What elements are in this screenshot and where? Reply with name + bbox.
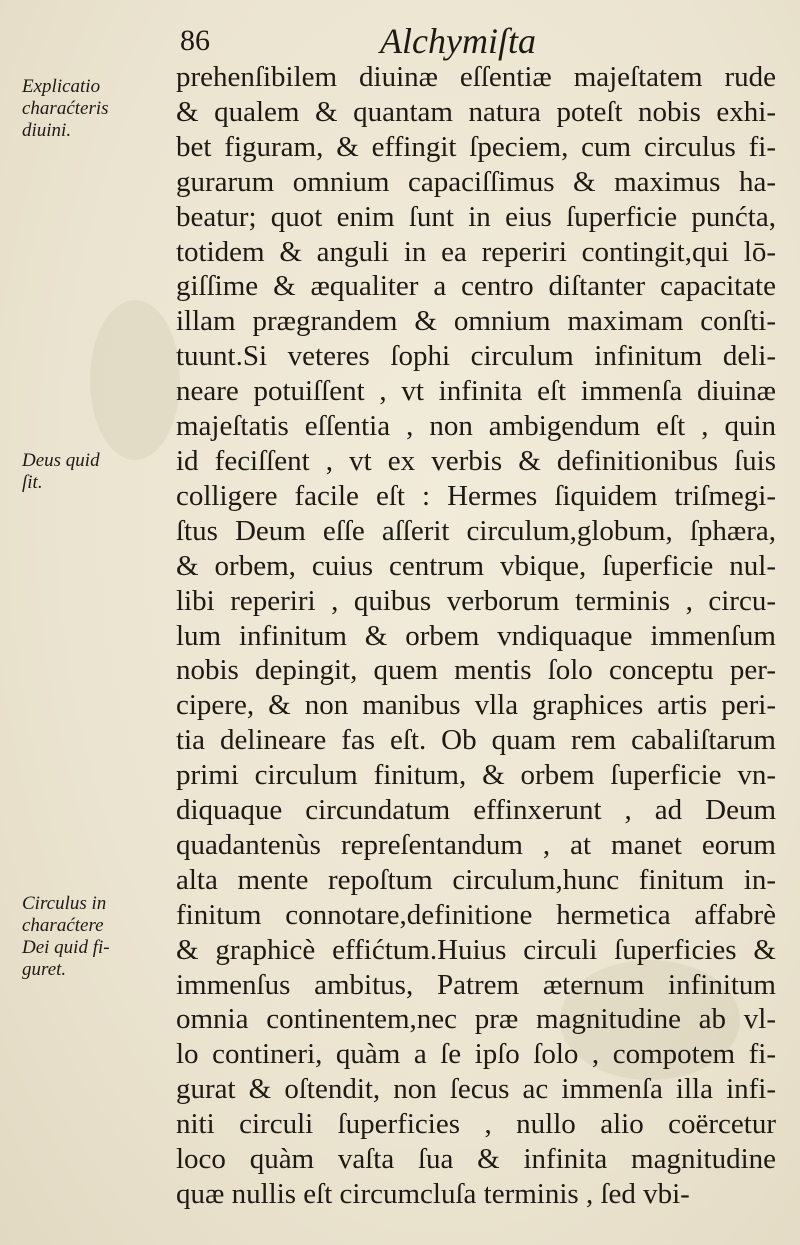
text-line: gurarum omnium capaciſſimus & maximus ha- [176, 165, 776, 198]
text-line: id feciſſent , vt ex verbis & definitionibus ſuis [176, 444, 776, 477]
margin-note-deus [22, 450, 172, 494]
text-line: immenſus ambitus, Patrem æternum infinitum [176, 968, 776, 1001]
page-header [0, 20, 800, 64]
page-number: 86 [180, 24, 210, 57]
margin-note-explicatio [22, 76, 172, 142]
margin-note-line: guret. [22, 959, 67, 980]
text-line: loco quàm vaſta ſua & infinita magnitudine [176, 1143, 776, 1176]
text-line: quæ nullis eſt circumcluſa terminis , ſed vbi- [176, 1178, 690, 1210]
margin-note-line: Deus quid [22, 450, 100, 471]
text-line: tia delineare fas eſt. Ob quam rem cabaliſtarum [176, 724, 776, 757]
margin-note-line: Circulus in [22, 893, 107, 914]
text-line: prehenſibilem diuinæ eſſentiæ majeſtatem rude [176, 61, 776, 93]
text-line: & qualem & quantam natura poteſt nobis exhi- [176, 95, 776, 128]
margin-note-line: Explicatio [22, 76, 101, 97]
text-line: libi reperiri , quibus verborum terminis , circu- [176, 584, 776, 617]
page-stain [90, 300, 180, 460]
text-line: giſſime & æqualiter a centro diſtanter capacitate [176, 270, 776, 303]
text-line: gurat & oſtendit, non ſecus ac immenſa illa infi- [176, 1073, 776, 1106]
running-title: Alchymiſta [380, 21, 536, 61]
margin-note-line: ſit. [22, 472, 43, 493]
text-line: neare potuiſſent , vt infinita eſt immenſa diuinæ [176, 375, 776, 408]
text-line: diquaque circundatum effinxerunt , ad Deum [176, 794, 776, 827]
text-line: lum infinitum & orbem vndiquaque immenſum [176, 619, 776, 652]
margin-note-line: Dei quid fi- [22, 937, 110, 958]
text-line: beatur; quot enim ſunt in eius ſuperficie punćta, [176, 200, 776, 233]
text-line: tuunt.Si veteres ſophi circulum infinitum deli- [176, 340, 776, 373]
text-line: omnia continentem,nec præ magnitudine ab vl- [176, 1003, 776, 1036]
margin-note-line: charaćtere [22, 915, 104, 936]
text-line: nobis depingit, quem mentis ſolo conceptu per- [176, 654, 776, 687]
text-line: illam prægrandem & omnium maximam conſti- [176, 305, 776, 338]
text-line: finitum connotare,definitione hermetica affabrè [176, 898, 776, 931]
body-text [176, 60, 776, 1212]
margin-note-circulus [22, 893, 172, 981]
text-line: niti circuli ſuperficies , nullo alio coërcetur [176, 1108, 776, 1141]
text-line: ſtus Deum eſſe aſſerit circulum,globum, ſphæra, [176, 514, 776, 547]
text-line: cipere, & non manibus vlla graphices artis peri- [176, 689, 776, 722]
text-line: primi circulum finitum, & orbem ſuperficie vn- [176, 759, 776, 792]
text-line: totidem & anguli in ea reperiri contingit,qui lō- [176, 235, 776, 268]
text-line: majeſtatis eſſentia , non ambigendum eſt , quin [176, 410, 776, 443]
text-line: colligere facile eſt : Hermes ſiquidem triſmegi- [176, 479, 776, 512]
text-line: quadantenùs repreſentandum , at manet eorum [176, 828, 776, 861]
text-line: & graphicè effićtum.Huius circuli ſuperficies & [176, 933, 776, 966]
margin-note-line: charaćteris [22, 98, 109, 119]
text-line: bet figuram, & effingit ſpeciem, cum circulus fi- [176, 130, 776, 163]
margin-note-line: diuini. [22, 120, 72, 141]
text-line: lo contineri, quàm a ſe ipſo ſolo , compotem fi- [176, 1038, 776, 1071]
text-line: & orbem, cuius centrum vbique, ſuperficie nul- [176, 549, 776, 582]
text-line: alta mente repoſtum circulum,hunc finitum in- [176, 863, 776, 896]
